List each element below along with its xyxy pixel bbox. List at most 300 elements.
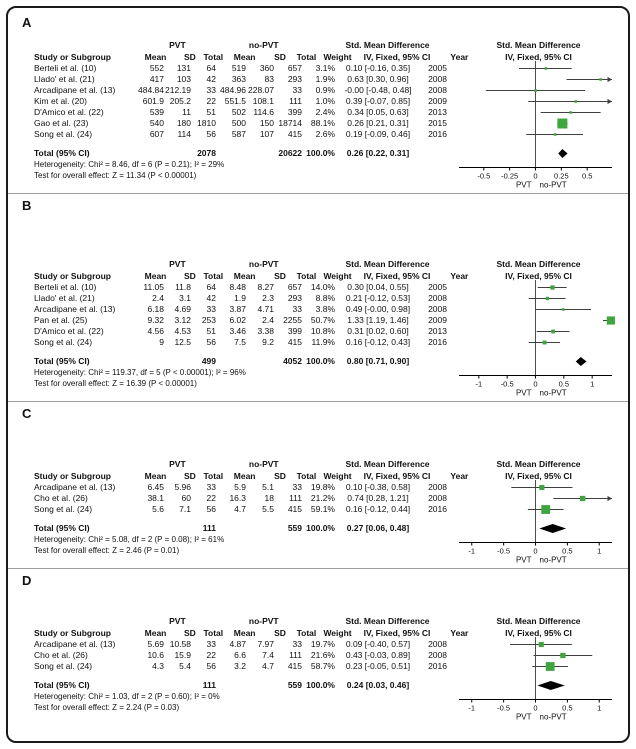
axis-tick-label: -0.5 <box>500 379 514 389</box>
plot-header-title: Std. Mean Difference <box>496 259 581 269</box>
plot-header-method: IV, Fixed, 95% CI <box>505 271 572 281</box>
axis-tick-label: 0.5 <box>558 379 570 389</box>
cell-pvt-sd: 180 <box>176 118 191 128</box>
total-row <box>34 680 447 691</box>
cell-pvt-mean: 5.69 <box>147 639 164 649</box>
cell-nopvt-mean: 363 <box>231 74 246 84</box>
cell-nopvt-total: 33 <box>292 482 302 492</box>
cell-nopvt-sd: 150 <box>259 118 274 128</box>
col-nopvt-sd: SD <box>274 471 286 481</box>
cell-nopvt-mean: 3.46 <box>229 326 246 336</box>
col-method: IV, Fixed, 95% CI <box>363 471 431 481</box>
total-pvt-total: 2078 <box>197 148 216 158</box>
figure-panels <box>8 11 628 725</box>
cell-weight: 2.4% <box>315 107 335 117</box>
col-nopvt-mean: Mean <box>233 628 256 638</box>
axis-tick-label: 0 <box>533 379 538 389</box>
cell-smd-ci: 0.43 [-0.03, 0.89] <box>345 650 411 660</box>
effect-square <box>534 89 537 92</box>
cell-nopvt-mean: 3.87 <box>229 304 246 314</box>
col-pvt-sd: SD <box>183 471 196 481</box>
col-nopvt-total: Total <box>296 52 317 62</box>
axis-tick-label: -1 <box>475 379 483 389</box>
cell-smd-ci: 0.63 [0.30, 0.96] <box>347 74 409 84</box>
col-weight: Weight <box>323 271 352 281</box>
panel-table <box>34 39 469 181</box>
figure-frame <box>6 6 630 743</box>
cell-year: 2005 <box>428 63 447 73</box>
study-row <box>34 282 447 293</box>
col-study: Study or Subgroup <box>34 471 111 481</box>
group-header-smd: Std. Mean Difference <box>345 259 430 269</box>
cell-nopvt-sd: 3.38 <box>257 326 274 336</box>
forest-panel <box>8 193 628 401</box>
heterogeneity-text: Heterogeneity: Chi² = 5.08, df = 2 (P = 0.08); I² = 61% <box>34 535 225 544</box>
study-row <box>34 63 447 74</box>
cell-nopvt-sd: 83 <box>264 74 274 84</box>
total-smd-ci: 0.26 [0.22, 0.31] <box>346 148 410 158</box>
cell-weight: 0.9% <box>315 85 335 95</box>
cell-year: 2008 <box>428 304 447 314</box>
cell-pvt-mean: 540 <box>149 118 164 128</box>
cell-weight: 2.6% <box>315 129 335 139</box>
effect-square <box>554 133 557 136</box>
cell-nopvt-total: 399 <box>287 107 302 117</box>
study-row <box>34 639 447 650</box>
group-header-no-pvt: no-PVT <box>248 40 279 50</box>
cell-study-name: Song et al. (24) <box>34 504 93 514</box>
cell-pvt-mean: 4.3 <box>152 661 164 671</box>
cell-study-name: Song et al. (24) <box>34 661 93 671</box>
ci-arrow-right <box>608 99 613 104</box>
forest-plot-svg <box>457 258 620 399</box>
cell-study-name: Gao et al. (23) <box>34 118 89 128</box>
axis-right-label: no-PVT <box>539 388 567 398</box>
cell-pvt-total: 33 <box>206 482 216 492</box>
col-study: Study or Subgroup <box>34 628 111 638</box>
effect-square <box>546 297 549 300</box>
panel-table <box>34 258 469 389</box>
cell-year: 2008 <box>428 85 447 95</box>
cell-nopvt-total: 293 <box>287 293 302 303</box>
effect-square <box>539 642 544 647</box>
total-weight: 100.0% <box>306 680 335 690</box>
cell-pvt-sd: 15.9 <box>174 650 191 660</box>
axis-tick-label: -0.5 <box>497 703 511 713</box>
cell-year: 2015 <box>428 118 447 128</box>
axis-tick-label: 0.25 <box>554 171 569 181</box>
cell-nopvt-sd: 2.3 <box>262 293 274 303</box>
axis-tick-label: 0 <box>533 703 538 713</box>
cell-study-name: Cho et al. (26) <box>34 493 88 503</box>
cell-smd-ci: 0.74 [0.28, 1.21] <box>347 493 409 503</box>
panel-body <box>34 615 620 723</box>
axis-tick-label: 0.5 <box>562 703 573 713</box>
panel-body <box>34 258 620 399</box>
panel-table <box>34 458 469 556</box>
plot-header-title: Std. Mean Difference <box>496 40 581 50</box>
study-row <box>34 293 447 304</box>
ci-arrow-right <box>608 496 613 501</box>
axis-tick-label: 1 <box>597 703 602 713</box>
cell-study-name: Berteli et al. (10) <box>34 63 97 73</box>
cell-smd-ci: -0.00 [-0.48, 0.48] <box>344 85 412 95</box>
cell-nopvt-sd: 114.6 <box>253 107 274 117</box>
plot-header-method: IV, Fixed, 95% CI <box>505 52 572 62</box>
group-header-row <box>34 39 447 51</box>
study-row <box>34 85 447 96</box>
axis-left-label: PVT <box>515 555 532 565</box>
cell-nopvt-total: 111 <box>289 96 302 106</box>
plot-header-method: IV, Fixed, 95% CI <box>505 471 572 481</box>
heterogeneity-text: Heterogeneity: Chi² = 1.03, df = 2 (P = 0.60); I² = 0% <box>34 692 220 701</box>
cell-pvt-sd: 10.58 <box>169 639 191 649</box>
effect-square <box>569 111 572 114</box>
effect-square <box>560 653 565 658</box>
cell-pvt-sd: 4.53 <box>174 326 191 336</box>
effect-square <box>550 285 554 289</box>
cell-nopvt-mean: 5.9 <box>234 482 246 492</box>
cell-pvt-mean: 484.84 <box>138 85 164 95</box>
cell-nopvt-total: 415 <box>287 337 302 347</box>
study-rows <box>34 639 447 713</box>
cell-smd-ci: 0.10 [-0.38, 0.58] <box>345 482 411 492</box>
group-header-no-pvt: no-PVT <box>248 259 279 269</box>
col-pvt-total: Total <box>203 52 224 62</box>
cell-pvt-mean: 5.6 <box>152 504 164 514</box>
panel-label: C <box>22 406 32 421</box>
cell-pvt-sd: 12.5 <box>174 337 191 347</box>
blank-row <box>34 348 447 356</box>
total-weight: 100.0% <box>306 148 335 158</box>
overall-effect-text: Test for overall effect: Z = 11.34 (P < 0.00001) <box>34 171 197 180</box>
cell-nopvt-mean: 519 <box>231 63 246 73</box>
group-header-smd: Std. Mean Difference <box>345 40 430 50</box>
cell-pvt-total: 56 <box>206 661 216 671</box>
effect-square <box>580 496 585 501</box>
group-header-smd: Std. Mean Difference <box>345 616 430 626</box>
cell-pvt-total: 42 <box>206 74 216 84</box>
cell-smd-ci: 0.10 [-0.16, 0.35] <box>345 63 411 73</box>
cell-pvt-total: 33 <box>206 639 216 649</box>
panel-label: A <box>22 15 32 30</box>
axis-tick-label: 0.5 <box>581 171 593 181</box>
cell-pvt-sd: 114 <box>177 129 191 139</box>
panel-body <box>34 39 620 191</box>
cell-smd-ci: 0.30 [0.04, 0.55] <box>347 282 409 292</box>
axis-tick-label: -0.5 <box>497 546 511 556</box>
effect-square <box>539 485 544 490</box>
study-row <box>34 304 447 315</box>
cell-year: 2005 <box>428 282 447 292</box>
overall-effect-text: Test for overall effect: Z = 2.46 (P = 0.01) <box>34 546 180 555</box>
axis-tick-label: -1 <box>468 703 476 713</box>
cell-pvt-total: 51 <box>206 107 216 117</box>
cell-pvt-total: 33 <box>206 304 216 314</box>
cell-study-name: Song et al. (24) <box>34 129 93 139</box>
overall-effect-text: Test for overall effect: Z = 2.24 (P = 0.03) <box>34 703 180 712</box>
cell-pvt-total: 1810 <box>197 118 216 128</box>
col-year: Year <box>450 52 469 62</box>
effect-square <box>557 119 567 129</box>
cell-nopvt-sd: 8.27 <box>257 282 274 292</box>
forest-plot-svg <box>457 39 620 191</box>
cell-weight: 3.8% <box>315 304 335 314</box>
cell-pvt-total: 56 <box>206 129 216 139</box>
summary-diamond <box>537 681 564 690</box>
effect-square <box>575 100 578 103</box>
group-header-no-pvt: no-PVT <box>248 459 279 469</box>
cell-nopvt-total: 415 <box>287 661 302 671</box>
cell-nopvt-mean: 551.5 <box>224 96 246 106</box>
col-study: Study or Subgroup <box>34 52 111 62</box>
column-header-row <box>34 270 469 282</box>
cell-weight: 10.8% <box>310 326 335 336</box>
study-row <box>34 326 447 337</box>
cell-pvt-sd: 3.1 <box>179 293 191 303</box>
cell-nopvt-mean: 6.02 <box>229 315 246 325</box>
total-nopvt-total: 4052 <box>283 356 302 366</box>
cell-nopvt-sd: 4.71 <box>257 304 274 314</box>
col-pvt-total: Total <box>203 471 224 481</box>
forest-panel <box>8 401 628 568</box>
effect-square <box>543 341 547 345</box>
col-weight: Weight <box>323 628 352 638</box>
col-nopvt-total: Total <box>296 628 317 638</box>
cell-nopvt-total: 293 <box>287 74 302 84</box>
cell-nopvt-mean: 7.5 <box>234 337 246 347</box>
cell-pvt-total: 56 <box>206 337 216 347</box>
cell-nopvt-total: 657 <box>287 63 302 73</box>
total-nopvt-total: 20622 <box>278 148 302 158</box>
cell-pvt-mean: 601.9 <box>142 96 164 106</box>
cell-nopvt-total: 33 <box>292 85 302 95</box>
cell-smd-ci: 1.33 [1.19, 1.46] <box>347 315 409 325</box>
cell-pvt-mean: 2.4 <box>152 293 164 303</box>
axis-right-label: no-PVT <box>539 180 567 190</box>
cell-pvt-total: 253 <box>201 315 216 325</box>
study-row <box>34 482 447 493</box>
cell-weight: 21.6% <box>310 650 335 660</box>
cell-study-name: Arcadipane et al. (13) <box>34 85 116 95</box>
cell-smd-ci: 0.31 [0.02, 0.60] <box>347 326 409 336</box>
cell-weight: 21.2% <box>310 493 335 503</box>
total-smd-ci: 0.24 [0.03, 0.46] <box>346 680 410 690</box>
total-weight: 100.0% <box>306 523 335 533</box>
group-header-row <box>34 458 447 470</box>
cell-nopvt-sd: 4.7 <box>262 661 274 671</box>
col-nopvt-mean: Mean <box>233 52 256 62</box>
cell-nopvt-total: 33 <box>292 639 302 649</box>
cell-nopvt-total: 18714 <box>278 118 302 128</box>
cell-study-name: Song et al. (24) <box>34 337 93 347</box>
cell-pvt-mean: 6.18 <box>147 304 164 314</box>
cell-nopvt-mean: 502 <box>231 107 246 117</box>
axis-tick-label: -0.25 <box>501 171 519 181</box>
cell-nopvt-mean: 6.6 <box>234 650 246 660</box>
col-study: Study or Subgroup <box>34 271 111 281</box>
cell-smd-ci: 0.23 [-0.05, 0.51] <box>345 661 411 671</box>
effect-square <box>599 78 602 81</box>
heterogeneity-text: Heterogeneity: Chi² = 119.37, df = 5 (P < 0.00001); I² = 96% <box>34 368 246 377</box>
cell-weight: 88.1% <box>310 118 335 128</box>
panel-gap <box>34 589 620 615</box>
cell-year: 2013 <box>428 326 447 336</box>
effect-square <box>546 662 555 671</box>
cell-pvt-total: 42 <box>206 293 216 303</box>
cell-weight: 19.7% <box>310 639 335 649</box>
cell-pvt-total: 51 <box>206 326 216 336</box>
col-nopvt-sd: SD <box>274 52 286 62</box>
cell-year: 2008 <box>428 293 447 303</box>
cell-nopvt-total: 399 <box>287 326 302 336</box>
study-row <box>34 493 447 504</box>
col-method: IV, Fixed, 95% CI <box>363 628 431 638</box>
effect-square <box>545 67 548 70</box>
cell-nopvt-mean: 500 <box>231 118 246 128</box>
cell-pvt-mean: 417 <box>149 74 164 84</box>
cell-nopvt-sd: 360 <box>259 63 274 73</box>
cell-nopvt-mean: 3.2 <box>234 661 246 671</box>
cell-year: 2008 <box>428 74 447 84</box>
group-header-no-pvt: no-PVT <box>248 616 279 626</box>
cell-study-name: Cho et al. (26) <box>34 650 88 660</box>
col-weight: Weight <box>323 471 352 481</box>
cell-study-name: Kim et al. (20) <box>34 96 87 106</box>
cell-pvt-total: 22 <box>206 650 216 660</box>
total-row <box>34 356 447 367</box>
cell-nopvt-total: 415 <box>287 129 302 139</box>
total-weight: 100.0% <box>306 356 335 366</box>
cell-year: 2016 <box>428 337 447 347</box>
col-pvt-mean: Mean <box>144 271 167 281</box>
cell-weight: 50.7% <box>310 315 335 325</box>
axis-right-label: no-PVT <box>539 712 567 722</box>
plot-header-method: IV, Fixed, 95% CI <box>505 628 572 638</box>
col-weight: Weight <box>323 52 352 62</box>
study-row <box>34 96 447 107</box>
axis-left-label: PVT <box>515 712 532 722</box>
total-nopvt-total: 559 <box>287 680 302 690</box>
cell-pvt-mean: 11.05 <box>143 282 164 292</box>
axis-right-label: no-PVT <box>539 555 567 565</box>
cell-nopvt-sd: 9.2 <box>262 337 274 347</box>
cell-weight: 58.7% <box>310 661 335 671</box>
study-row <box>34 129 447 140</box>
cell-weight: 1.0% <box>315 96 335 106</box>
effect-square <box>607 316 615 324</box>
cell-weight: 1.9% <box>315 74 335 84</box>
cell-nopvt-sd: 228.07 <box>248 85 274 95</box>
cell-smd-ci: 0.09 [-0.40, 0.57] <box>345 639 411 649</box>
column-header-row <box>34 51 469 63</box>
cell-pvt-sd: 5.4 <box>179 661 191 671</box>
cell-nopvt-sd: 108.1 <box>252 96 274 106</box>
effect-square <box>551 330 555 334</box>
summary-diamond <box>576 357 587 366</box>
cell-smd-ci: 0.49 [-0.00, 0.98] <box>345 304 411 314</box>
group-header-pvt: PVT <box>169 259 186 269</box>
axis-left-label: PVT <box>515 180 532 190</box>
cell-nopvt-total: 415 <box>287 504 302 514</box>
col-pvt-sd: SD <box>183 628 196 638</box>
panel-gap <box>34 31 620 39</box>
panel-table <box>34 615 469 713</box>
total-pvt-total: 499 <box>201 356 216 366</box>
cell-nopvt-sd: 5.5 <box>262 504 274 514</box>
cell-nopvt-mean: 4.7 <box>234 504 246 514</box>
study-rows <box>34 482 447 556</box>
total-row <box>34 523 447 534</box>
cell-year: 2009 <box>428 96 447 106</box>
study-row <box>34 107 447 118</box>
col-nopvt-mean: Mean <box>233 271 256 281</box>
cell-nopvt-mean: 587 <box>231 129 246 139</box>
ci-arrow-right <box>608 77 613 82</box>
col-pvt-mean: Mean <box>144 628 167 638</box>
col-pvt-sd: SD <box>183 52 196 62</box>
cell-weight: 3.1% <box>315 63 335 73</box>
cell-pvt-mean: 9 <box>159 337 164 347</box>
group-header-pvt: PVT <box>169 616 186 626</box>
cell-study-name: Berteli et al. (10) <box>34 282 97 292</box>
study-row <box>34 118 447 129</box>
summary-diamond <box>558 149 567 158</box>
study-row <box>34 315 447 326</box>
col-method: IV, Fixed, 95% CI <box>363 271 431 281</box>
cell-pvt-sd: 205.2 <box>169 96 191 106</box>
panel-label: B <box>22 198 32 213</box>
total-study-name: Total (95% CI) <box>34 356 90 366</box>
cell-smd-ci: 0.34 [0.05, 0.63] <box>347 107 409 117</box>
forest-panel <box>8 568 628 725</box>
axis-tick-label: -1 <box>468 546 476 556</box>
blank-row <box>34 140 447 148</box>
total-smd-ci: 0.80 [0.71, 0.90] <box>346 356 410 366</box>
cell-pvt-sd: 4.69 <box>174 304 191 314</box>
col-nopvt-mean: Mean <box>233 471 256 481</box>
cell-pvt-sd: 103 <box>176 74 191 84</box>
cell-study-name: D'Amico et al. (22) <box>34 107 104 117</box>
col-nopvt-sd: SD <box>274 628 286 638</box>
col-year: Year <box>450 628 469 638</box>
group-header-pvt: PVT <box>169 40 186 50</box>
cell-weight: 14.0% <box>310 282 335 292</box>
cell-nopvt-mean: 16.3 <box>229 493 246 503</box>
cell-nopvt-total: 33 <box>292 304 302 314</box>
cell-pvt-mean: 4.56 <box>147 326 164 336</box>
cell-year: 2008 <box>428 493 447 503</box>
group-header-pvt: PVT <box>169 459 186 469</box>
cell-study-name: Pan et al. (25) <box>34 315 88 325</box>
panel-gap <box>34 422 620 458</box>
blank-row <box>34 515 447 523</box>
cell-year: 2008 <box>428 482 447 492</box>
col-pvt-sd: SD <box>183 271 196 281</box>
study-rows <box>34 282 447 389</box>
cell-nopvt-total: 111 <box>289 493 302 503</box>
cell-pvt-mean: 10.6 <box>147 650 164 660</box>
study-row <box>34 504 447 515</box>
cell-pvt-total: 56 <box>206 504 216 514</box>
study-rows <box>34 63 447 181</box>
cell-pvt-sd: 11 <box>182 107 191 117</box>
cell-pvt-sd: 7.1 <box>179 504 191 514</box>
cell-study-name: Llado' et al. (21) <box>34 74 95 84</box>
cell-pvt-sd: 5.96 <box>174 482 191 492</box>
plot-header-title: Std. Mean Difference <box>496 459 581 469</box>
cell-nopvt-mean: 4.87 <box>229 639 246 649</box>
